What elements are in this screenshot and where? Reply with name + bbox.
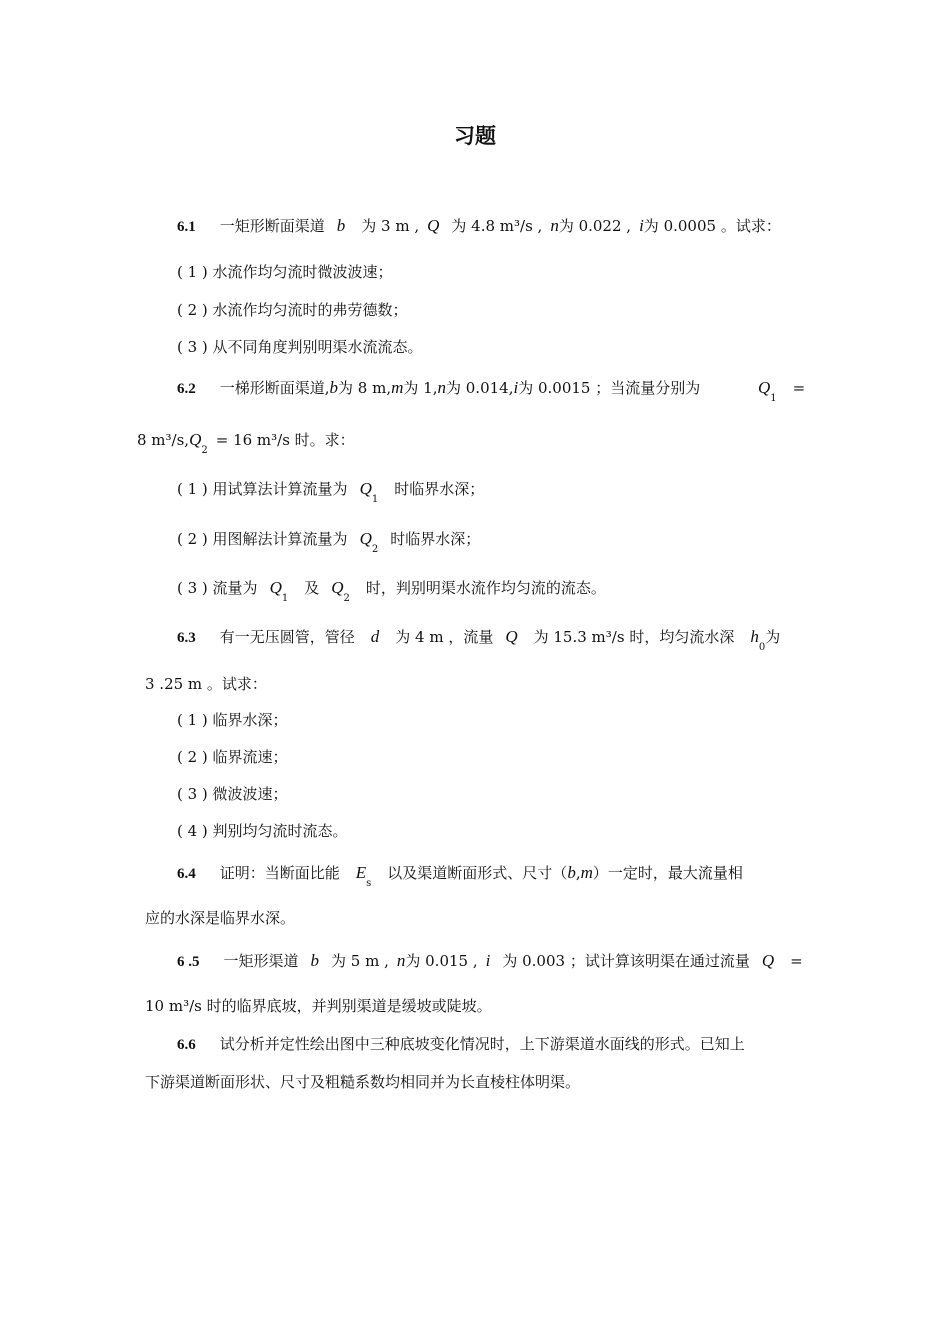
problem-number: 6.3 <box>177 630 196 646</box>
problem-6-2-statement <box>177 378 700 399</box>
subscript: 2 <box>371 544 379 555</box>
problem-6-4-statement <box>177 863 743 889</box>
text: 一矩形渠道 <box>223 952 299 970</box>
var-n: n <box>437 378 446 397</box>
var-q: Q <box>427 216 440 235</box>
text: 以及渠道断面形式、尺寸（ <box>387 864 568 882</box>
text: 为 0.022 , <box>558 217 632 235</box>
problem-6-2-line-2 <box>137 430 355 456</box>
var-q: Q <box>359 529 372 548</box>
var-q: Q <box>269 578 282 597</box>
text: 为 <box>765 628 781 646</box>
text: 试分析并定性绘出图中三种底坡变化情况时，上下游渠道水面线的形式。已知上 <box>219 1035 745 1053</box>
list-item <box>177 529 481 555</box>
subscript: 2 <box>343 593 350 604</box>
problem-6-5-statement <box>177 951 803 972</box>
text: 8 m³/s, <box>137 431 190 449</box>
text: 证明：当断面比能 <box>219 864 340 882</box>
text: 一梯形断面渠道, <box>219 379 330 397</box>
list-item: ( 2 ) 水流作均匀流时的弗劳德数； <box>177 301 408 319</box>
text: 为 5 m , <box>331 952 389 970</box>
text: 及 <box>304 579 320 597</box>
text: 为 4.8 m³/s , <box>451 217 543 235</box>
var-h: h <box>750 627 759 646</box>
text: 为 3 m , <box>361 217 420 235</box>
var-q: Q <box>189 430 202 449</box>
subscript: 1 <box>281 593 289 604</box>
problem-6-4-line-2: 应的水深是临界水深。 <box>145 909 296 927</box>
text: , <box>575 864 581 882</box>
problem-6-3-statement <box>177 627 781 653</box>
var-m: m <box>580 863 593 882</box>
subscript: 1 <box>371 494 379 505</box>
var-q: Q <box>359 479 372 498</box>
text: 为 0.014, <box>445 379 514 397</box>
var-q: Q <box>505 627 518 646</box>
problem-6-6-statement <box>177 1034 745 1055</box>
var-n: n <box>550 216 559 235</box>
var-q: Q <box>331 578 344 597</box>
text: 为 0.0015 ；当流量分别为 <box>518 379 701 397</box>
var-i: i <box>485 951 491 970</box>
text: = 16 m³/s 时。求： <box>215 431 355 449</box>
problem-6-6-line-2: 下游渠道断面形状、尺寸及粗糙系数均相同并为长直棱柱体明渠。 <box>145 1073 581 1091</box>
list-item: ( 1 ) 水流作均匀流时微波波速； <box>177 263 393 281</box>
var-i: i <box>639 216 644 235</box>
var-q: Q <box>758 378 771 397</box>
var-n: n <box>396 951 406 970</box>
problem-number: 6.2 <box>177 381 196 397</box>
list-item: ( 3 ) 从不同角度判别明渠水流流态。 <box>177 338 423 356</box>
problem-number: 6.6 <box>177 1037 196 1053</box>
page-title: 习题 <box>454 124 496 148</box>
text: ( 1 ) 用试算法计算流量为 <box>177 480 348 498</box>
text: 时，判别明渠水流作均匀流的流态。 <box>365 579 606 597</box>
list-item: ( 3 ) 微波波速； <box>177 785 288 803</box>
list-item <box>177 578 606 604</box>
var-b: b <box>310 951 320 970</box>
text: = <box>790 952 803 970</box>
text: 为 0.0005 。试求： <box>643 217 781 235</box>
text: 为 0.015 , <box>405 952 478 970</box>
text: 有一无压圆管，管径 <box>219 628 355 646</box>
text: ）一定时，最大流量相 <box>592 864 743 882</box>
var-m: m <box>391 378 404 397</box>
q1-symbol <box>758 378 806 404</box>
problem-number: 6.4 <box>177 866 196 882</box>
text: ( 3 ) 流量为 <box>177 579 258 597</box>
var-d: d <box>370 627 380 646</box>
var-e: E <box>355 863 367 882</box>
text: ( 2 ) 用图解法计算流量为 <box>177 530 348 548</box>
problem-number: 6 .5 <box>177 954 200 970</box>
var-b: b <box>336 216 346 235</box>
text: 为 8 m, <box>338 379 392 397</box>
text: 为 4 m ，流量 <box>395 628 494 646</box>
list-item <box>177 479 485 505</box>
problem-6-1-statement <box>177 216 781 237</box>
var-b: b <box>329 378 339 397</box>
var-i: i <box>513 378 519 397</box>
list-item: ( 1 ) 临界水深； <box>177 711 288 729</box>
problem-6-3-line-2: 3 .25 m 。试求： <box>145 675 267 693</box>
var-q: Q <box>761 951 775 970</box>
subscript: 0 <box>758 642 766 653</box>
text: 为 1, <box>403 379 438 397</box>
text: 为 0.003 ；试计算该明渠在通过流量 <box>502 952 750 970</box>
subscript: s <box>366 878 372 889</box>
problem-number: 6.1 <box>177 219 196 235</box>
text: 时临界水深； <box>390 530 481 548</box>
text: 为 15.3 m³/s 时，均匀流水深 <box>533 628 735 646</box>
problem-6-5-line-2: 10 m³/s 时的临界底坡，并判别渠道是缓坡或陡坡。 <box>145 997 492 1015</box>
var-b: b <box>567 863 576 882</box>
subscript: 1 <box>770 393 777 404</box>
text: = <box>792 379 806 397</box>
text: 一矩形断面渠道 <box>219 217 325 235</box>
text: 时临界水深； <box>394 480 485 498</box>
list-item: ( 4 ) 判别均匀流时流态。 <box>177 822 348 840</box>
subscript: 2 <box>201 445 208 456</box>
list-item: ( 2 ) 临界流速； <box>177 748 288 766</box>
